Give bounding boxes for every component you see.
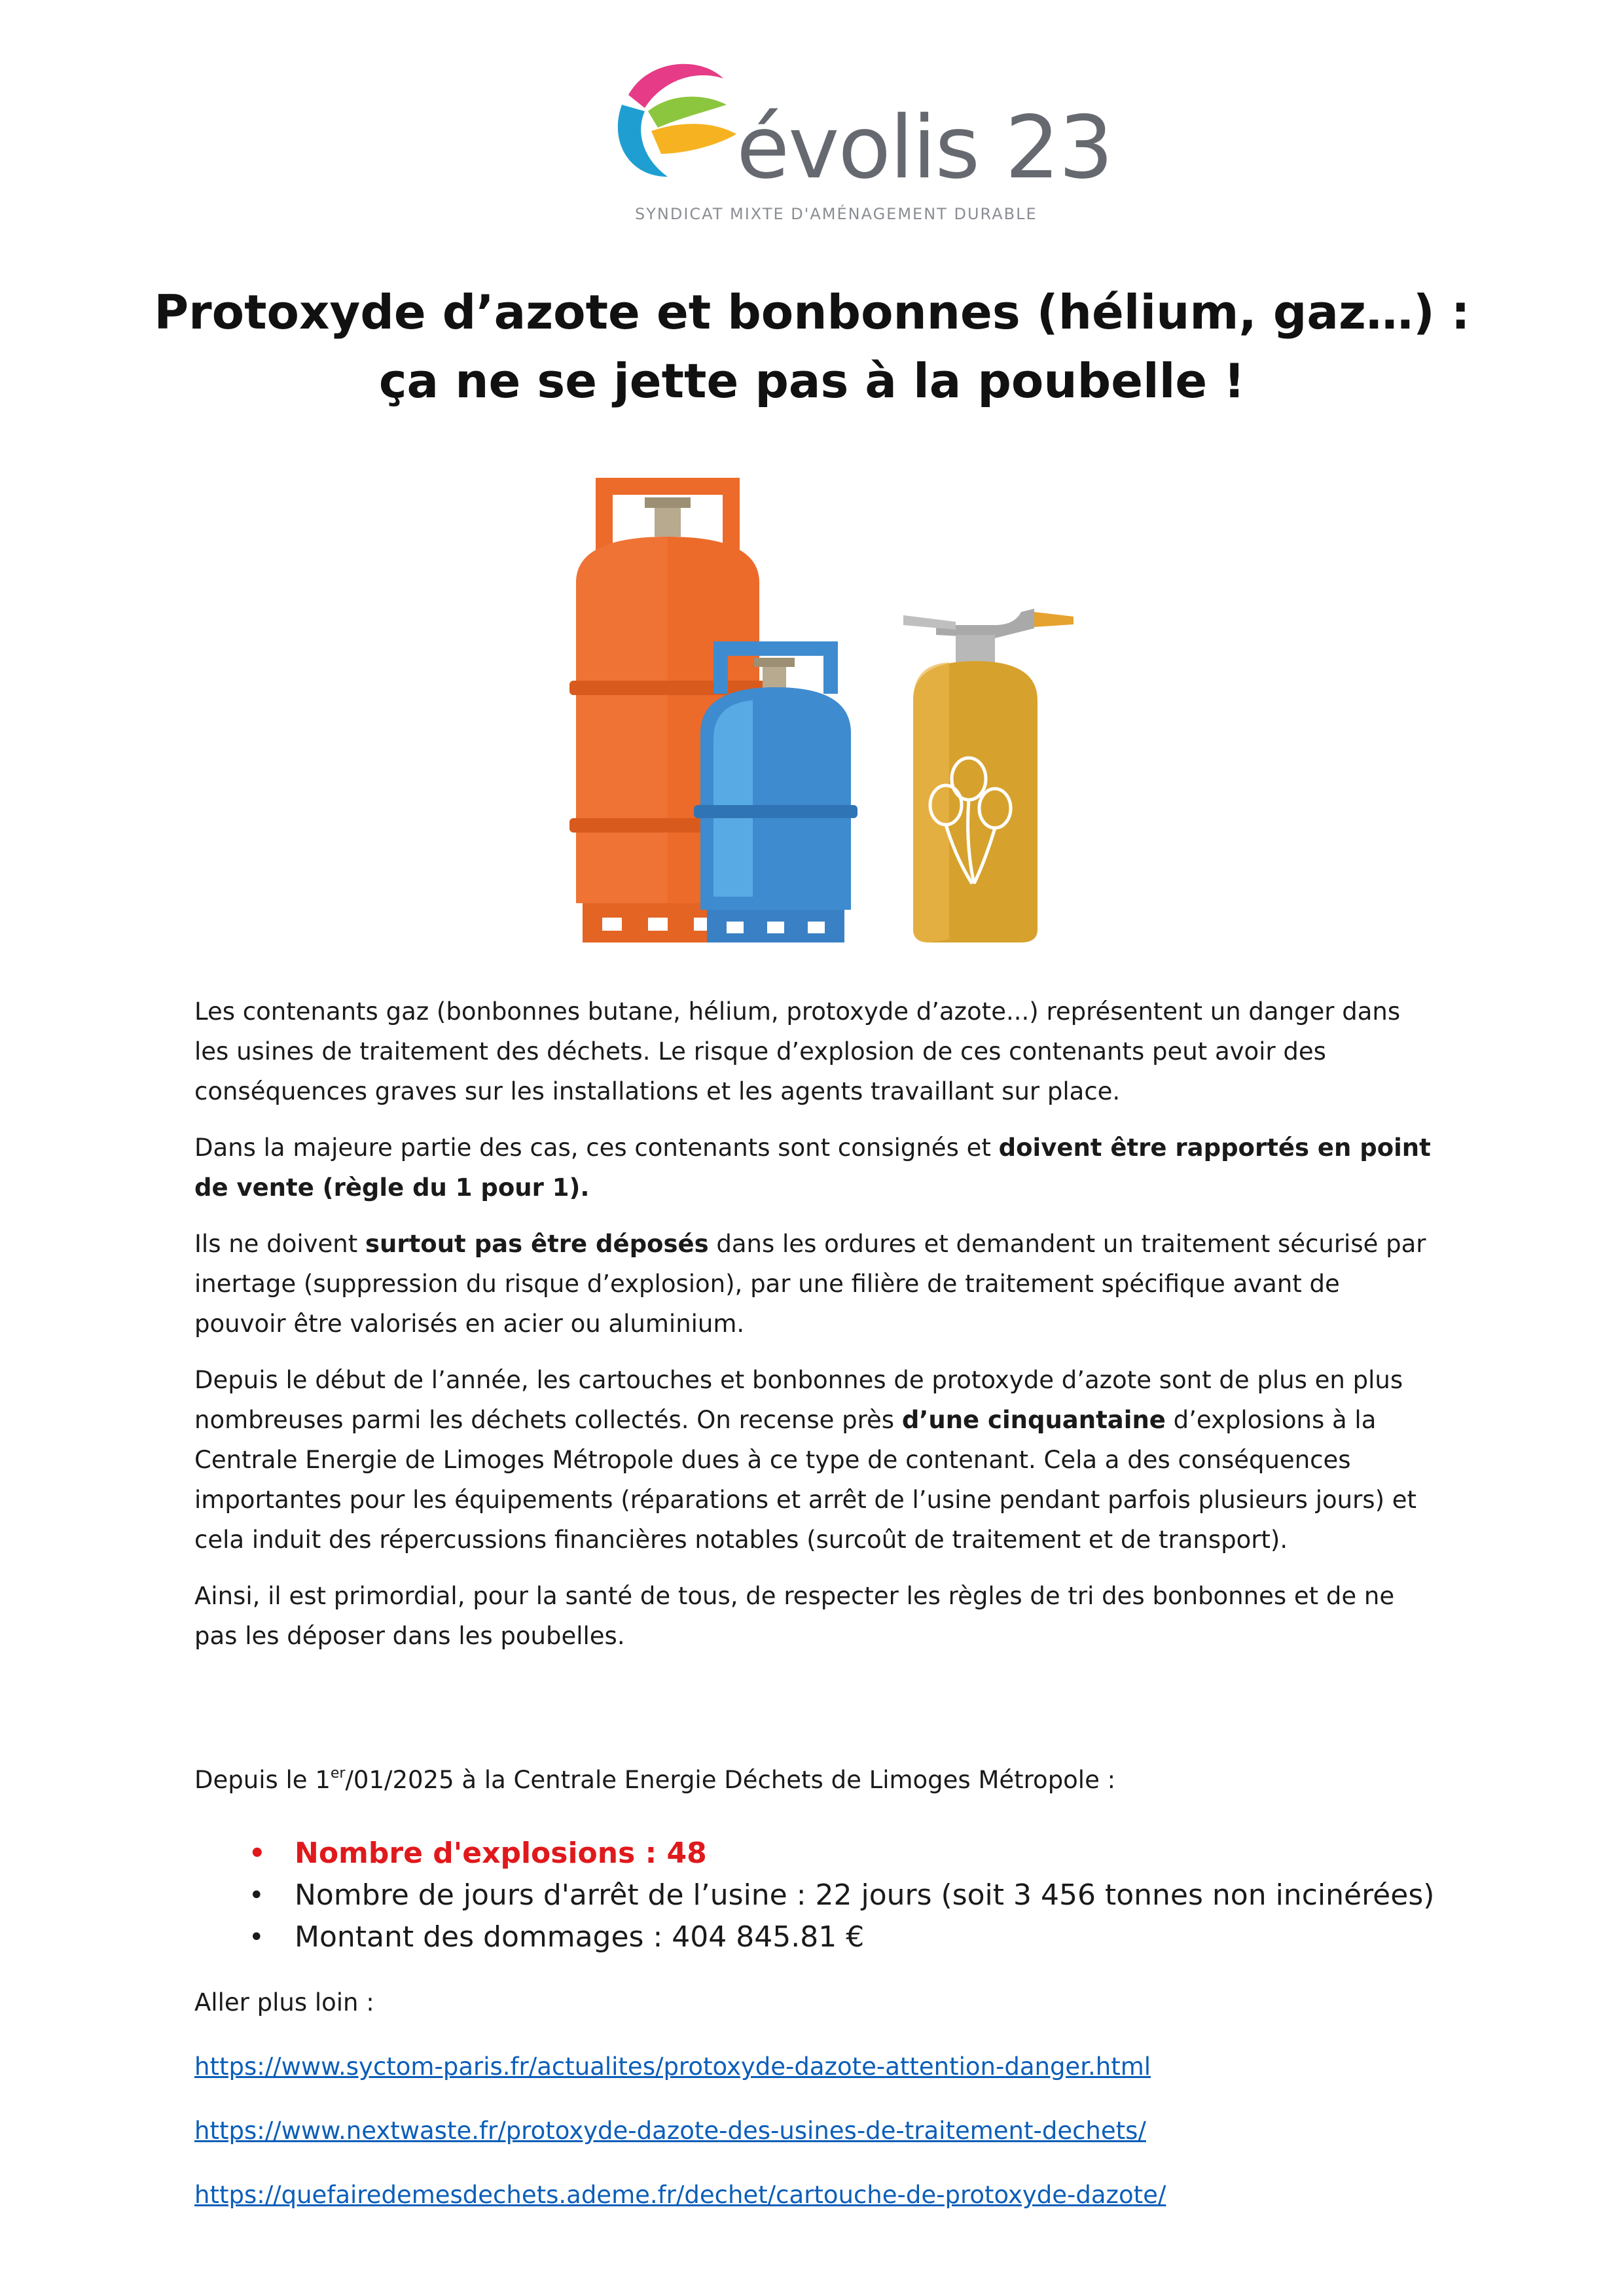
stat-shutdown-days: • Nombre de jours d'arrêt de l’usine : 22 jours (soit 3 456 tonnes non incinérées) [242, 1874, 1434, 1916]
stat-damages: • Montant des dommages : 404 845.81 € [242, 1916, 1434, 1958]
logo-wordmark: évolis 23 [736, 98, 1113, 198]
bullet-icon: • [249, 1922, 264, 1952]
further-reading-label: Aller plus loin : [194, 1988, 374, 2017]
paragraph-2: Dans la majeure partie des cas, ces contenants sont consignés et doivent être rapportés en point de vente (règle du 1 pour 1). [194, 1134, 1431, 1202]
paragraph-5: Ainsi, il est primordial, pour la santé de tous, de respecter les règles de tri des bonbonnes et de ne pas les déposer dans les poubelles. [194, 1582, 1395, 1650]
paragraph-4: Depuis le début de l’année, les cartouches et bonbonnes de protoxyde d’azote sont de plus en plus nombreuses parmi les déchets collectés. On recense près d’une cinquantaine d’explosions à la Centrale Energie de Limoges Métropole dues à ce type de contenant. Cela a des conséquences importantes pour les équipements (réparations et arrêt de l’usine pendant parfois plusieurs jours) et cela induit des répercussions financières notables (surcoût de traitement et de transport). [194, 1366, 1417, 1554]
evolis-swirl-icon [609, 56, 740, 187]
bullet-icon: • [249, 1839, 266, 1869]
link-ademe[interactable]: https://quefairedemesdechets.ademe.fr/dechet/cartouche-de-protoxyde-dazote/ [194, 2181, 1166, 2209]
logo-subtitle: SYNDICAT MIXTE D'AMÉNAGEMENT DURABLE [635, 205, 1038, 223]
link-nextwaste[interactable]: https://www.nextwaste.fr/protoxyde-dazote-des-usines-de-traitement-dechets/ [194, 2117, 1146, 2145]
blue-gas-bottle-icon [694, 641, 857, 942]
stats-list [242, 1833, 1434, 1958]
evolis-logo [609, 56, 1113, 232]
stat-explosions: • Nombre d'explosions : 48 [242, 1833, 1434, 1874]
link-syctom[interactable]: https://www.syctom-paris.fr/actualites/protoxyde-dazote-attention-danger.html [194, 2053, 1151, 2081]
title-line-1: Protoxyde d’azote et bonbonnes (hélium, gaz…) : [154, 285, 1470, 340]
gas-bottles-illustration [537, 478, 1113, 956]
page-title [131, 278, 1493, 416]
title-line-2: ça ne se jette pas à la poubelle ! [378, 353, 1246, 409]
paragraph-1: Les contenants gaz (bonbonnes butane, hélium, protoxyde d’azote...) représentent un danger dans les usines de traitement des déchets. Le risque d’explosion de ces contenants peut avoir des conséquences graves sur les installations et les agents travaillant sur place. [194, 997, 1401, 1105]
article-body [194, 992, 1438, 1672]
further-reading-links [194, 2047, 1166, 2240]
helium-bottle-icon [903, 609, 1074, 942]
bullet-icon: • [249, 1880, 264, 1910]
paragraph-3: Ils ne doivent surtout pas être déposés dans les ordures et demandent un traitement sécurisé par inertage (suppression du risque d’explosion), par une filière de traitement spécifique avant de pouvoir être valorisés en acier ou aluminium. [194, 1230, 1426, 1338]
since-date-line: Depuis le 1er/01/2025 à la Centrale Energie Déchets de Limoges Métropole : [194, 1765, 1116, 1794]
